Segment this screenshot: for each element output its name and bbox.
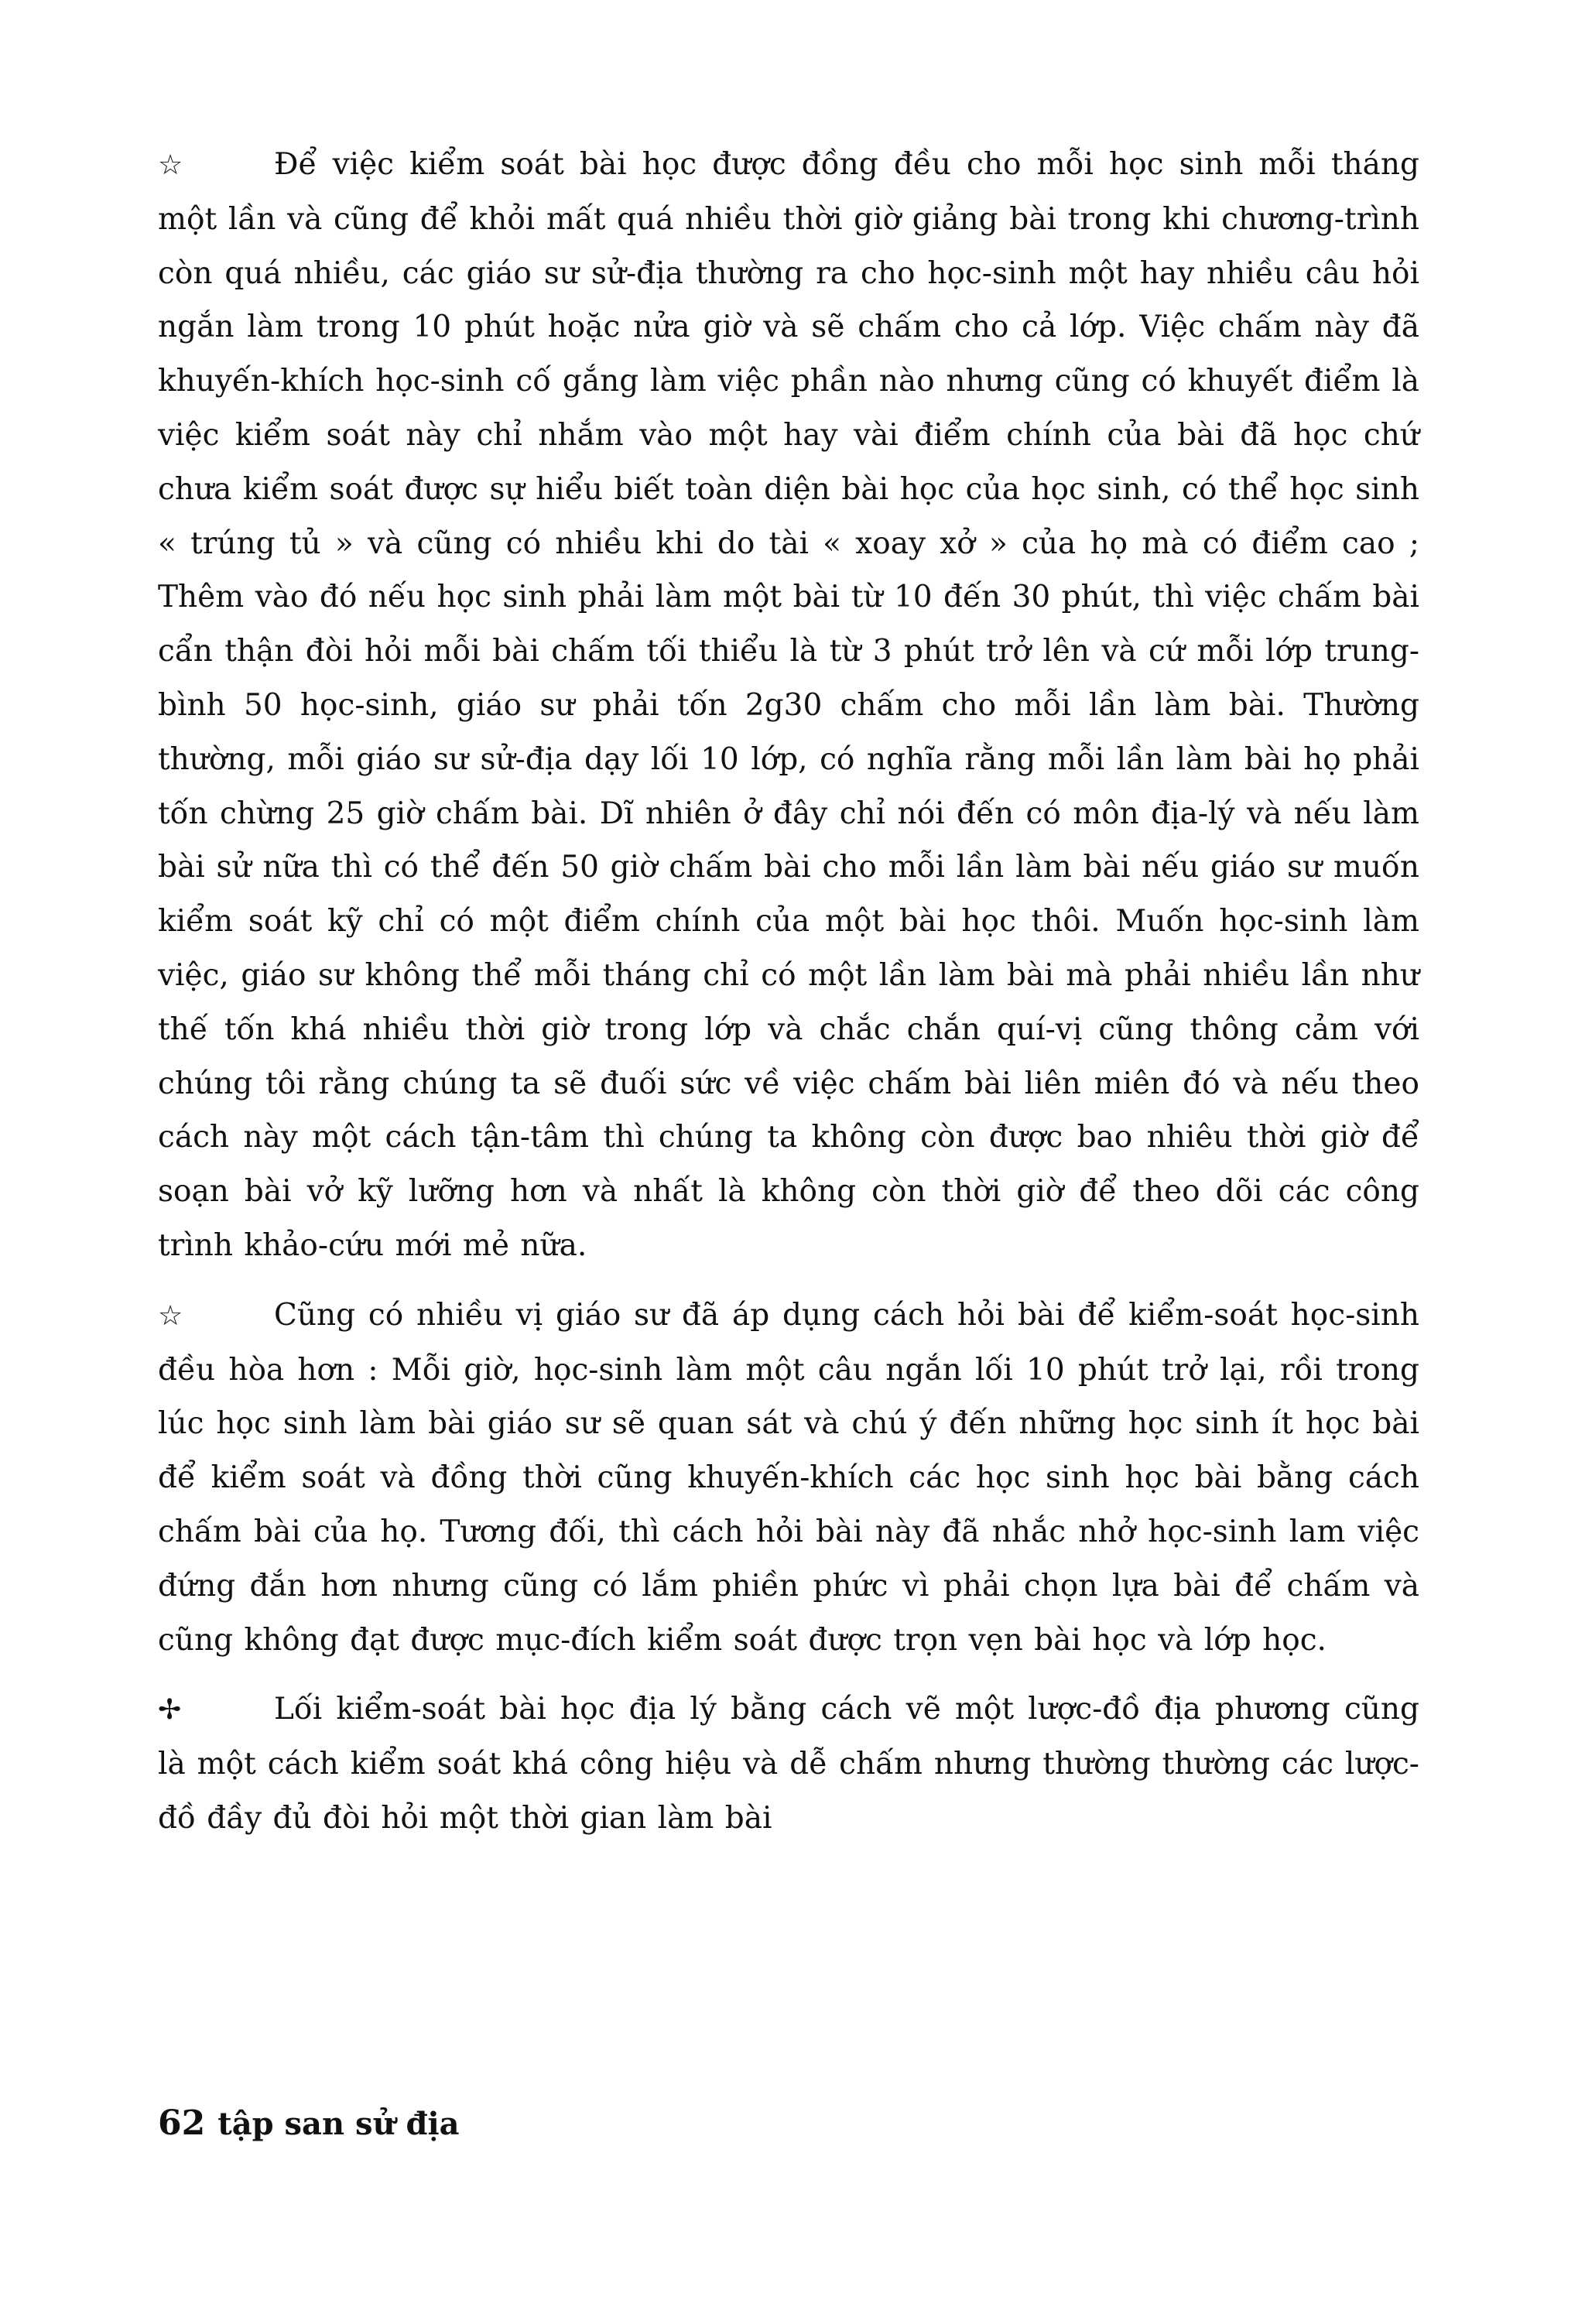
paragraph-3-text: Lối kiểm-soát bài học địa lý bằng cách vẽ một lược-đồ địa phương cũng là một cách kiểm soát khá công hiệu và dễ chấm nhưng thường thường các lược-đồ đầy đủ đòi hỏi một thời gian làm bài [158,1692,1419,1836]
paragraph-1 [158,138,1419,1273]
star-bullet-icon: ☆ [158,1299,183,1332]
page-number: 62 [158,2103,206,2143]
paragraph-2-text: Cũng có nhiều vị giáo sư đã áp dụng cách hỏi bài để kiểm-soát học-sinh đều hòa hơn : Mỗi giờ, học-sinh làm một câu ngắn lối 10 phút trở lại, rồi trong lúc học sinh làm bài giáo sư sẽ quan sát và chú ý đến những học sinh ít học bài để kiểm soát và đồng thời cũng khuyến-khích các học sinh học bài bằng cách chấm bài của họ. Tương đối, thì cách hỏi bài này đã nhắc nhở học-sinh lam việc đứng đắn hơn nhưng cũng có lắm phiền phức vì phải chọn lựa bài để chấm và cũng không đạt được mục-đích kiểm soát được trọn vẹn bài học và lớp học. [158,1297,1419,1658]
asterisk-bullet-icon: ✢ [158,1694,182,1727]
paragraph-2 [158,1289,1419,1668]
paragraph-3 [158,1682,1419,1845]
publication-name: tập san sử địa [217,2106,460,2142]
star-bullet-icon: ☆ [158,149,183,181]
page-footer [158,2103,460,2143]
paragraph-1-text: Để việc kiểm soát bài học được đồng đều cho mỗi học sinh mỗi tháng một lần và cũng để khỏi mất quá nhiều thời giờ giảng bài trong khi chương-trình còn quá nhiều, các giáo sư sử-địa thường ra cho học-sinh một hay nhiều câu hỏi ngắn làm trong 10 phút hoặc nửa giờ và sẽ chấm cho cả lớp. Việc chấm này đã khuyến-khích học-sinh cố gắng làm việc phần nào nhưng cũng có khuyết điểm là việc kiểm soát này chỉ nhắm vào một hay vài điểm chính của bài đã học chứ chưa kiểm soát được sự hiểu biết toàn diện bài học của học sinh, có thể học sinh « trúng tủ » và cũng có nhiều khi do tài « xoay xở » của họ mà có điểm cao ; Thêm vào đó nếu học sinh phải làm một bài từ 10 đến 30 phút, thì việc chấm bài cẩn thận đòi hỏi mỗi bài chấm tối thiểu là từ 3 phút trở lên và cứ mỗi lớp trung-bình 50 học-sinh, giáo sư phải tốn 2g30 chấm cho mỗi lần làm bài. Thường thường, mỗi giáo sư sử-địa dạy lối 10 lớp, có nghĩa rằng mỗi lần làm bài họ phải tốn chừng 25 giờ chấm bài. Dĩ nhiên ở đây chỉ nói đến có môn địa-lý và nếu làm bài sử nữa thì có thể đến 50 giờ chấm bài cho mỗi lần làm bài nếu giáo sư muốn kiểm soát kỹ chỉ có một điểm chính của một bài học thôi. Muốn học-sinh làm việc, giáo sư không thể mỗi tháng chỉ có một lần làm bài mà phải nhiều lần như thế tốn khá nhiều thời giờ trong lớp và chắc chắn quí-vị cũng thông cảm với chúng tôi rằng chúng ta sẽ đuối sức về việc chấm bài liên miên đó và nếu theo cách này một cách tận-tâm thì chúng ta không còn được bao nhiêu thời giờ để soạn bài vở kỹ lưỡng hơn và nhất là không còn thời giờ để theo dõi các công trình khảo-cứu mới mẻ nữa. [158,147,1419,1263]
page-body [158,138,1419,1846]
